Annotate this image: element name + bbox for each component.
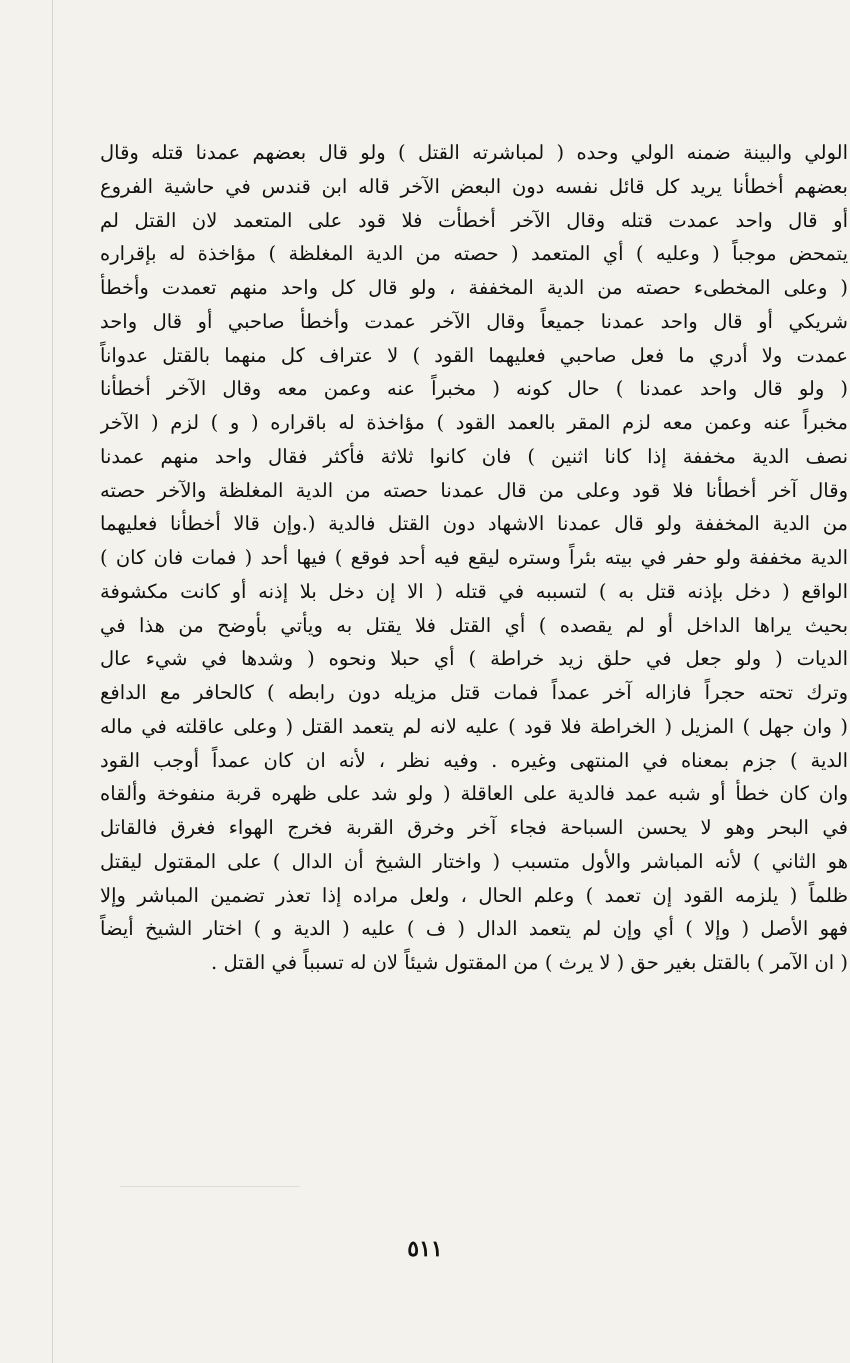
text-line: ( ولو قال واحد عمدنا ) حال كونه ( مخبراً عنه وعمن معه وقال الآخر أخطأنا	[100, 377, 848, 401]
scan-edge-line	[52, 0, 53, 1363]
text-line: في البحر وهو لا يحسن السباحة فجاء آخر وخرق القربة فخرج الهواء فغرق فالقاتل	[100, 816, 848, 839]
text-line: بعضهم أخطأنا يريد كل قائل نفسه دون البعض الآخر قاله ابن قندس في حاشية الفروع	[100, 174, 848, 198]
body-text	[100, 136, 848, 980]
page-number: ٥١١	[407, 1236, 443, 1262]
text-line: فهو الأصل ( وإلا ) أي وإن لم يتعمد الدال ( ف ) عليه ( الدية و ) اختار الشيخ أيضاً	[100, 917, 848, 941]
text-line: ظلماً ( يلزمه القود إن تعمد ) وعلم الحال ، ولعل مراده إذا تعذر تضمين المباشر وإلا	[100, 883, 848, 907]
text-line: عمدت ولا أدري ما فعل صاحبي فعليهما القود ) لا عتراف كل منهما بالقتل عدواناً	[100, 343, 848, 367]
text-line: ( وان جهل ) المزيل ( الخراطة فلا قود ) عليه لانه لم يتعمد القتل ( وعلى عاقلته في ماله	[100, 714, 848, 738]
text-line: الدية مخففة ولو حفر في بيته بئراً وستره ليقع فيه أحد فوقع ) فيها أحد ( فمات فان كان )	[100, 546, 848, 569]
text-line: وقال آخر أخطأنا فلا قود وعلى من قال عمدنا حصته من الدية المغلظة والآخر حصته	[100, 478, 848, 502]
text-line: أو قال واحد عمدت قتله وقال الآخر أخطأت فلا قود على المتعمد لان القتل لم	[100, 208, 848, 232]
text-line: نصف الدية مخففة إذا كانا اثنين ) فان كانوا ثلاثة فأكثر فقال واحد منهم عمدنا	[100, 444, 848, 468]
text-line: يتمحض موجباً ( وعليه ) أي المتعمد ( حصته من الدية المغلظة ) مؤاخذة له بإقراره	[100, 242, 848, 266]
text-line: مخبراً عنه وعمن معه لزم المقر بالعمد القود ) مؤاخذة له باقراره ( و ) لزم ( الآخر	[100, 411, 848, 434]
text-line: الديات ( ولو جعل في حلق زيد خراطة ) أي حبلا ونحوه ( وشدها في شيء عال	[100, 647, 848, 671]
text-line-last: ( ان الآمر ) بالقتل بغير حق ( لا يرث ) من المقتول شيئاً لان له تسبباً في القتل .	[211, 951, 848, 974]
text-line: هو الثاني ) لأنه المباشر والأول متسبب ( واختار الشيخ أن الدال ) على المقتول ليقتل	[100, 849, 848, 873]
footer-divider	[120, 1186, 300, 1187]
text-line: وترك تحته حجراً فازاله آخر عمداً فمات قتل مزيله دون رابطه ) كالحافر مع الدافع	[100, 681, 848, 704]
text-line: الولي والبينة ضمنه الولي وحده ( لمباشرته القتل ) ولو قال بعضهم عمدنا قتله وقال	[100, 141, 848, 164]
text-line: بحيث يراها الداخل أو لم يقصده ) أي القتل فلا يقتل به ويأتي بأوضح من هذا في	[100, 613, 848, 637]
text-line: الواقع ( دخل بإذنه قتل به ) لتسببه في قتله ( الا إن دخل بلا إذنه أو كانت مكشوفة	[100, 579, 848, 603]
text-line: من الدية المخففة ولو قال عمدنا الاشهاد دون القتل فالدية (.وإن قالا أخطأنا فعليهما	[100, 512, 848, 536]
text-line: شريكي أو قال واحد عمدنا جميعاً وقال الآخر عمدت وأخطأ صاحبي أو قال واحد	[100, 309, 848, 333]
text-line: وان كان خطأ أو شبه عمد فالدية على العاقلة ( ولو شد على ظهره قربة منفوخة وألقاه	[100, 782, 848, 806]
text-line: ( وعلى المخطىء حصته من الدية المخففة ، ولو قال كل واحد منهم تعمدت وأخطأ	[100, 276, 848, 299]
text-line: الدية ) جزم بمعناه في المنتهى وغيره . وفيه نظر ، لأنه ان كان عمداً أوجب القود	[100, 748, 848, 772]
